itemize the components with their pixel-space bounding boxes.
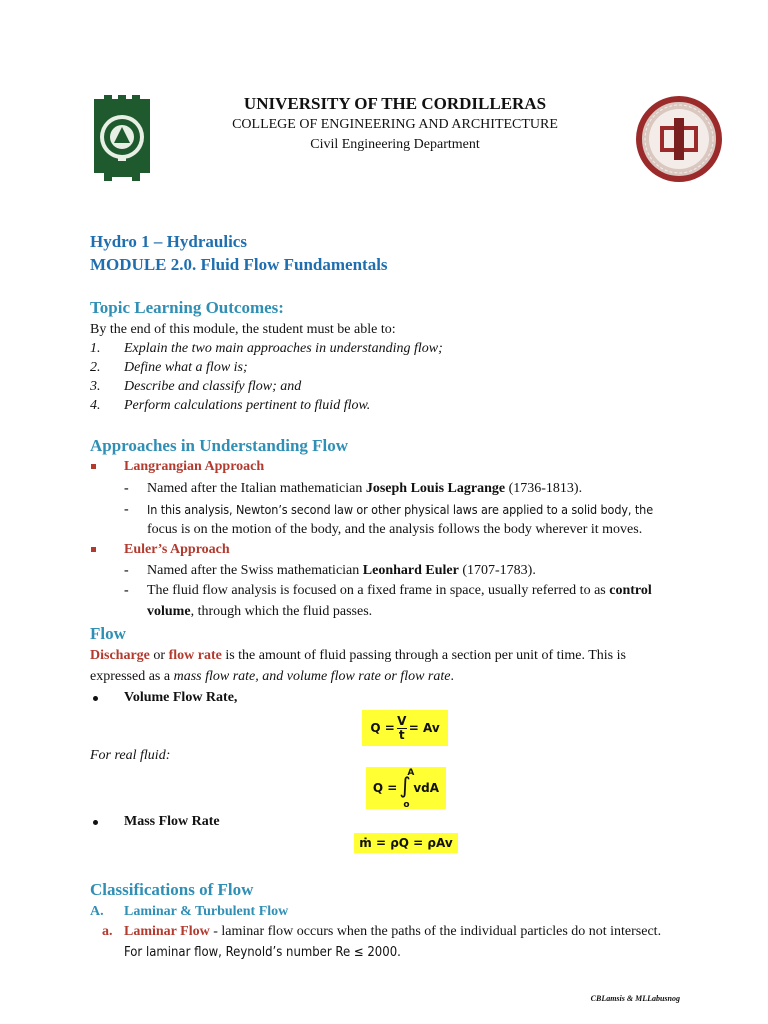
fraction: $\frac{V}{t}$ (397, 713, 407, 742)
list-item: 3. Describe and classify flow; and (90, 379, 302, 394)
real-fluid-equation: Q = A ∫ o vdA (366, 767, 446, 809)
mass-bullet (93, 820, 98, 825)
volume-flow-label: Volume Flow Rate, (124, 690, 238, 705)
lagrange-bullet (91, 464, 96, 469)
laminar-flow-definition: Laminar Flow - laminar flow occurs when the paths of the individual particles do not intersect. (124, 924, 662, 939)
flow-definition-line-2: expressed as a mass flow rate, and volume flow rate or flow rate. (90, 669, 454, 684)
laminar-flow-reynolds: For laminar flow, Reynold’s number Re ≤ 2000. (124, 945, 401, 960)
college-name: COLLEGE OF ENGINEERING AND ARCHITECTURE (232, 117, 558, 132)
real-fluid-label: For real fluid: (90, 748, 171, 763)
outcomes-list (90, 339, 443, 416)
euler-point-2-line-1: The fluid flow analysis is focused on a fixed frame in space, usually referred to as control (147, 583, 652, 598)
lagrange-point-1: Named after the Italian mathematician Joseph Louis Lagrange (1736-1813). (147, 481, 583, 496)
outcomes-intro: By the end of this module, the student must be able to: (90, 322, 396, 337)
classifications-heading: Classifications of Flow (90, 880, 254, 899)
euler-bullet (91, 547, 96, 552)
class-a-sub-label: a. (102, 924, 113, 939)
list-item: 4. Perform calculations pertinent to fluid flow. (90, 398, 371, 413)
university-seal (90, 93, 154, 185)
lagrange-dash-1: - (124, 481, 129, 496)
class-a-label: A. (90, 904, 104, 919)
module-title: MODULE 2.0. Fluid Flow Fundamentals (90, 255, 388, 274)
department-name: Civil Engineering Department (310, 137, 480, 152)
mass-flow-label: Mass Flow Rate (124, 814, 220, 829)
footer-authors: CBLamsis & MLLabusnog (590, 994, 680, 1003)
college-seal (636, 96, 722, 182)
euler-title: Euler’s Approach (124, 542, 230, 557)
lagrange-dash-2: - (124, 502, 129, 517)
mass-flow-equation: ṁ = ρQ = ρAv (354, 833, 458, 853)
flow-heading: Flow (90, 624, 126, 643)
flow-definition-line-1: Discharge or flow rate is the amount of fluid passing through a section per unit of time. This is (90, 648, 626, 663)
approaches-heading: Approaches in Understanding Flow (90, 436, 349, 455)
university-name: UNIVERSITY OF THE CORDILLERAS (243, 94, 547, 113)
class-a-title: Laminar & Turbulent Flow (124, 904, 289, 919)
outcomes-heading: Topic Learning Outcomes: (90, 298, 284, 317)
volume-bullet (93, 696, 98, 701)
lagrange-point-2-line-2: focus is on the motion of the body, and the analysis follows the body wherever it moves. (147, 522, 643, 537)
lagrange-point-2-line-1: In this analysis, Newton’s second law or other physical laws are applied to a solid body, the (147, 502, 654, 517)
volume-flow-equation: Q = $\frac{V}{t}$ = Av (362, 710, 448, 746)
euler-point-1: Named after the Swiss mathematician Leonhard Euler (1707-1783). (147, 563, 536, 578)
course-title: Hydro 1 – Hydraulics (90, 232, 247, 251)
lagrange-title: Langrangian Approach (124, 459, 265, 474)
euler-dash-2: - (124, 583, 129, 598)
list-item: 1. Explain the two main approaches in understanding flow; (90, 341, 443, 356)
list-item: 2. Define what a flow is; (90, 360, 248, 375)
euler-point-2-line-2: volume, through which the fluid passes. (147, 604, 373, 619)
euler-dash-1: - (124, 563, 129, 578)
